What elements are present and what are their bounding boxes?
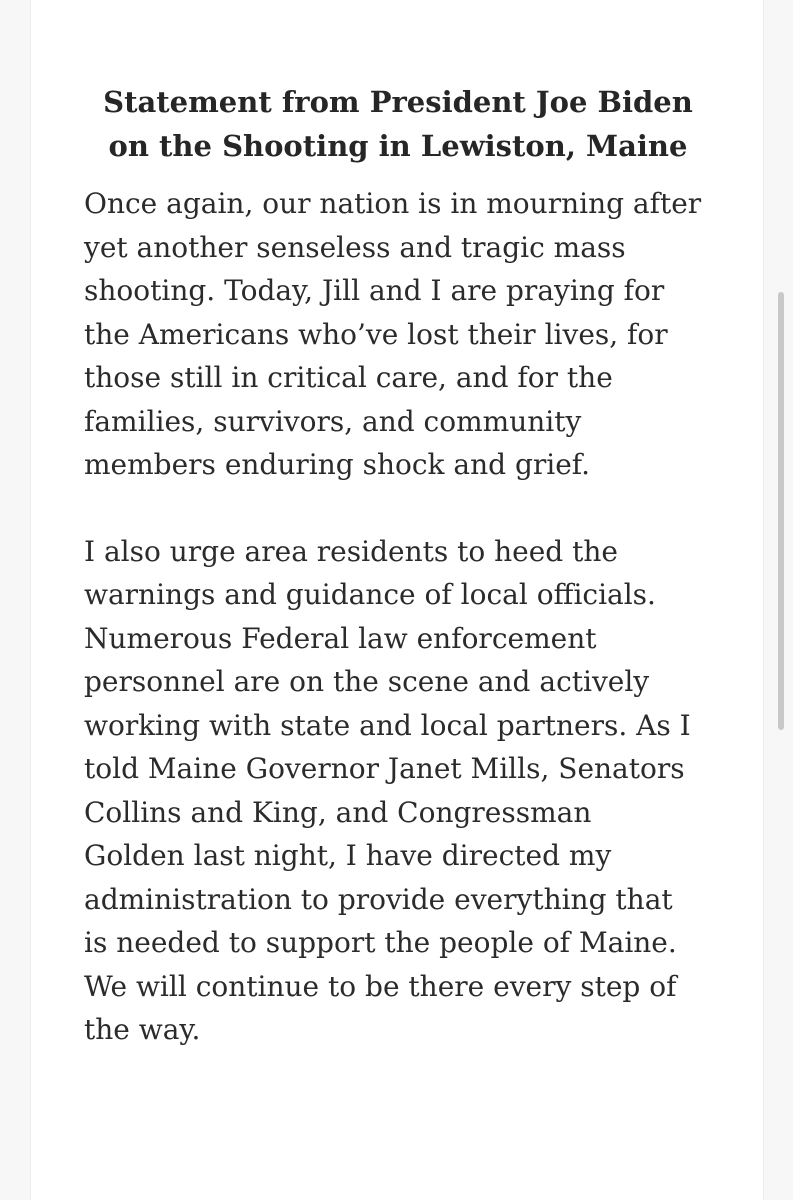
scrollbar-thumb[interactable] xyxy=(778,292,784,730)
statement-paragraph-1 xyxy=(84,182,712,487)
paragraph-line: Collins and King, and Congressman xyxy=(84,795,592,829)
paragraph-line: yet another senseless and tragic mass xyxy=(84,230,626,264)
paragraph-line: I also urge area residents to heed the xyxy=(84,534,618,568)
paragraph-line: Once again, our nation is in mourning after xyxy=(84,187,702,220)
paragraph-line: the way. xyxy=(84,1013,201,1046)
paragraph-line: Golden last night, I have directed my xyxy=(84,839,612,872)
paragraph-line: the Americans who’ve lost their lives, for xyxy=(84,317,668,351)
paragraph-line: Numerous Federal law enforcement xyxy=(84,621,597,655)
paragraph-line: is needed to support the people of Maine. xyxy=(84,926,677,959)
paragraph-line: working with state and local partners. As I xyxy=(84,708,691,742)
paragraph-line: families, survivors, and community xyxy=(84,404,582,438)
paragraph-line: administration to provide everything that xyxy=(84,882,673,916)
paragraph-line: members enduring shock and grief. xyxy=(84,448,591,481)
statement-title xyxy=(84,80,712,168)
paragraph-line: We will continue to be there every step of xyxy=(84,969,677,1003)
title-line: Statement from President Joe Biden xyxy=(103,85,693,119)
statement-article xyxy=(84,80,712,1052)
title-line: on the Shooting in Lewiston, Maine xyxy=(108,129,688,163)
paragraph-line: personnel are on the scene and actively xyxy=(84,665,650,698)
paragraph-line: told Maine Governor Janet Mills, Senators xyxy=(84,752,685,785)
paragraph-line: warnings and guidance of local officials. xyxy=(84,578,656,611)
statement-paragraph-2 xyxy=(84,530,712,1052)
left-gutter xyxy=(0,0,30,1200)
paragraph-line: shooting. Today, Jill and I are praying for xyxy=(84,274,665,307)
paragraph-line: those still in critical care, and for the xyxy=(84,361,613,394)
